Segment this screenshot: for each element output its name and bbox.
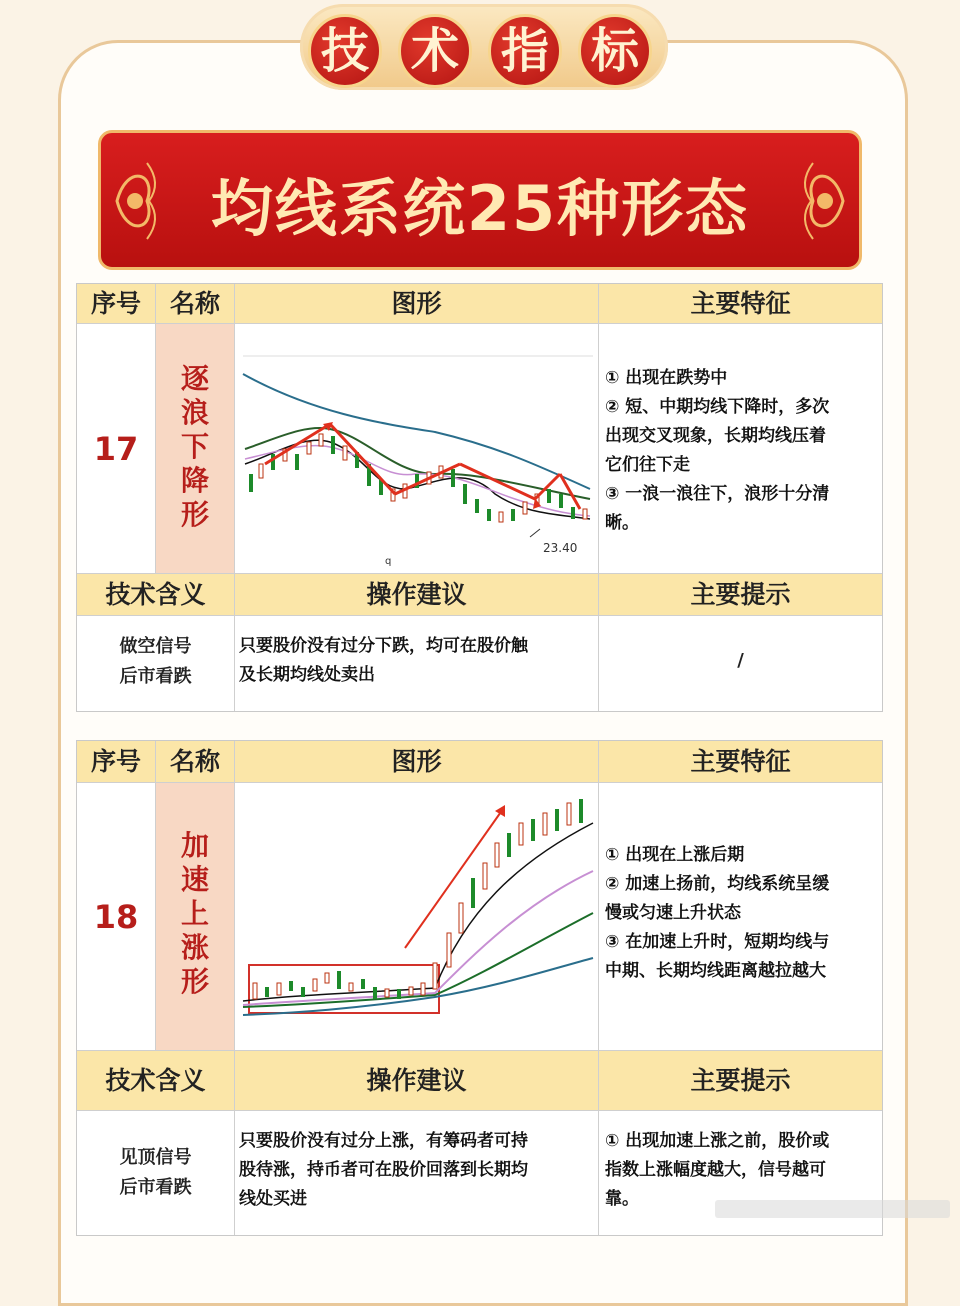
tip-line: ① 出现加速上涨之前，股价或 [605,1131,830,1151]
watermark [715,1200,950,1218]
advice-cell [235,616,599,711]
advice-line: 只要股价没有过分下跌，均可在股价触 [239,636,528,656]
col-name: 名称 [156,741,235,783]
feature-line: ① 出现在上涨后期 [605,845,745,865]
col-features: 主要特征 [599,741,882,783]
title-char: 指 [488,14,562,88]
chart-accelerating-rise [235,783,597,1049]
entry-name [156,324,235,574]
feature-line: 它们往下走 [605,455,690,475]
feature-line: ② 短、中期均线下降时，多次 [605,397,830,417]
col-meaning: 技术含义 [77,1051,235,1111]
meaning-line: 后市看跌 [119,1177,192,1198]
col-meaning: 技术含义 [77,574,235,616]
feature-line: ③ 一浪一浪往下，浪形十分清 [605,484,830,504]
name-char: 逐 [180,362,209,395]
meaning-cell [77,616,235,711]
features-cell [599,783,882,1051]
feature-line: 晰。 [605,513,639,533]
entry-number: 17 [77,324,156,574]
banner-title: 均线系统25种形态 [210,172,750,245]
feature-line: ① 出现在跌势中 [605,368,728,388]
entry-number: 18 [77,783,156,1051]
name-char: 浪 [180,396,209,429]
features-cell [599,324,882,574]
advice-cell [235,1111,599,1235]
advice-line: 线处买进 [239,1189,307,1209]
candles [253,799,583,999]
feature-line: ③ 在加速上升时，短期均线与 [605,932,830,952]
entry-table-18 [76,740,883,1236]
figure-cell [235,783,599,1051]
feature-line: 慢或匀速上升状态 [605,903,741,923]
title-pill [300,4,668,90]
feature-line: 中期、长期均线距离越拉越大 [605,961,826,981]
meaning-line: 做空信号 [119,636,192,657]
advice-line: 只要股价没有过分上涨，有筹码者可持 [239,1131,528,1151]
title-char: 技 [308,14,382,88]
col-features: 主要特征 [599,284,882,324]
tip-line: 靠。 [605,1189,639,1209]
name-char: 降 [180,464,209,497]
banner [98,130,862,270]
entry-name [156,783,235,1051]
col-figure: 图形 [235,284,599,324]
title-char: 标 [578,14,652,88]
advice-line: 及长期均线处卖出 [239,665,375,685]
name-char: 形 [180,498,209,531]
col-advice: 操作建议 [235,1051,599,1111]
title-char: 术 [398,14,472,88]
figure-cell [235,324,599,574]
entry-table-17 [76,283,883,712]
feature-line: ② 加速上扬前，均线系统呈缓 [605,874,830,894]
col-tips: 主要提示 [599,1051,882,1111]
trend-arrow [405,809,503,948]
advice-line: 股待涨，持币者可在股价回落到长期均 [239,1160,528,1180]
col-tips: 主要提示 [599,574,882,616]
col-seq: 序号 [77,284,156,324]
col-name: 名称 [156,284,235,324]
tip-line: 指数上涨幅度越大，信号越可 [605,1160,826,1180]
col-advice: 操作建议 [235,574,599,616]
meaning-cell [77,1111,235,1235]
meaning-line: 后市看跌 [119,666,192,687]
name-char: 速 [180,863,209,896]
name-char: 上 [180,897,209,930]
chart-falling-waves [235,324,597,572]
chart-low-label: 23.40 [543,541,578,555]
name-char: 形 [180,965,209,998]
feature-line: 出现交叉现象，长期均线压着 [605,426,826,446]
chart-small-label: q [385,556,392,567]
tips-cell [599,616,882,711]
name-char: 下 [180,430,209,463]
name-char: 加 [180,829,209,862]
meaning-line: 见顶信号 [119,1147,192,1168]
name-char: 涨 [180,931,209,964]
wave-arrows [265,424,580,509]
col-figure: 图形 [235,741,599,783]
tip-line: / [737,650,744,671]
col-seq: 序号 [77,741,156,783]
ornament-right-icon [793,143,853,259]
